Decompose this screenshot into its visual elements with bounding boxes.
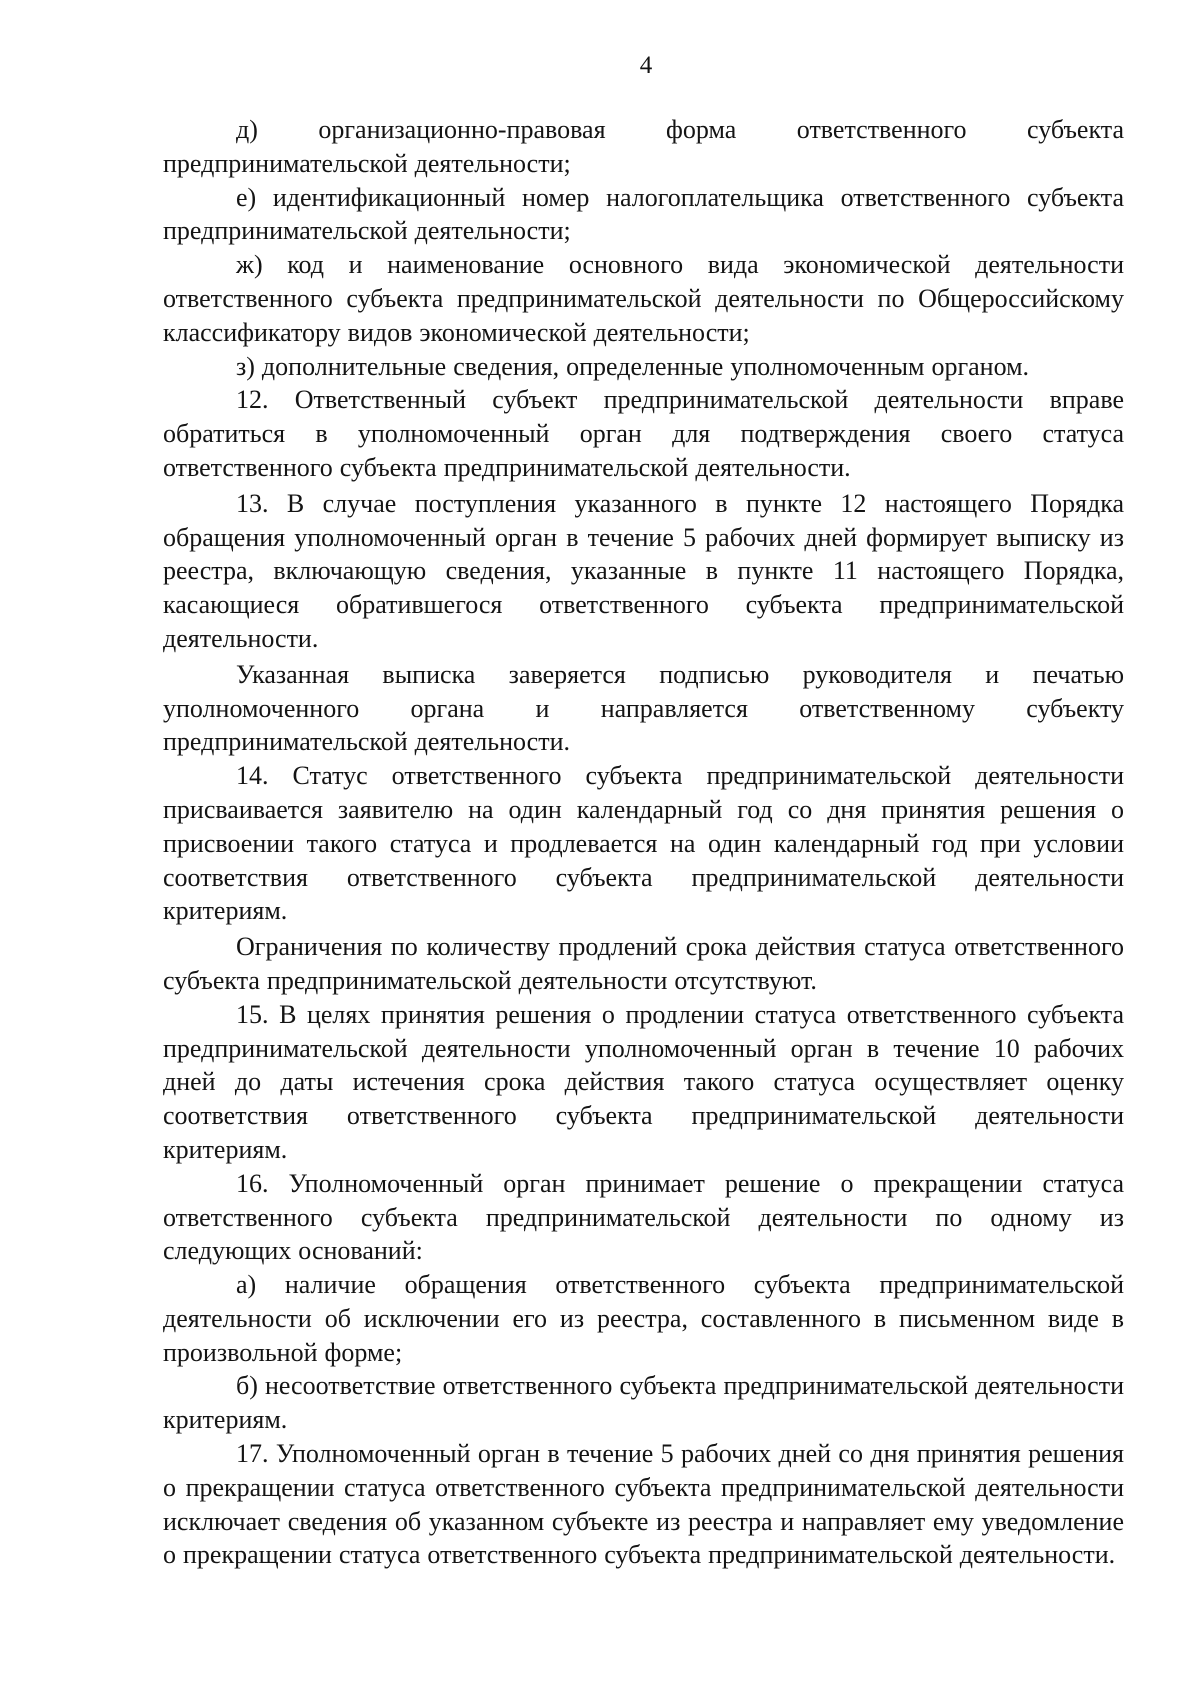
paragraph-15: 15. В целях принятия решения о продлении статуса ответственного субъекта предпринимательской деятельности уполномоченный орган в течение 10 рабочих дней до даты истечения срока действия такого статуса осуществляет оценку соответствия ответственного субъекта предпринимательской деятельности критериям. — [163, 999, 1124, 1164]
paragraph-11zh: ж) код и наименование основного вида экономической деятельности ответственного субъекта предпринимательской деятельности по Общероссийскому классификатору видов экономической деятельности; — [163, 250, 1124, 347]
paragraph-11d: д) организационно-правовая форма ответственного субъекта предпринимательской деятельности; — [163, 115, 1124, 178]
paragraph-12: 12. Ответственный субъект предпринимательской деятельности вправе обратиться в уполномоченный орган для подтверждения своего статуса ответственного субъекта предпринимательской деятельности. — [163, 385, 1124, 482]
paragraph-11e: е) идентификационный номер налогоплательщика ответственного субъекта предпринимательской деятельности; — [163, 182, 1124, 246]
document-body — [163, 113, 1124, 1572]
paragraph-16: 16. Уполномоченный орган принимает решение о прекращении статуса ответственного субъекта предпринимательской деятельности по одному из следующих оснований: — [163, 1168, 1124, 1266]
paragraph-13-extract: Указанная выписка заверяется подписью руководителя и печатью уполномоченного органа и направляется ответственному субъекту предпринимательской деятельности. — [163, 659, 1124, 757]
paragraph-17: 17. Уполномоченный орган в течение 5 рабочих дней со дня принятия решения о прекращении статуса ответственного субъекта предпринимательской деятельности исключает сведения об указанном субъекте из реестра и направляет ему уведомление о прекращении статуса ответственного субъекта предпринимательской деятельности. — [163, 1439, 1124, 1570]
paragraph-11z: з) дополнительные сведения, определенные уполномоченным органом. — [236, 351, 1030, 381]
paragraph-16b: б) несоответствие ответственного субъекта предпринимательской деятельности критериям. — [163, 1371, 1124, 1435]
paragraph-14: 14. Статус ответственного субъекта предпринимательской деятельности присваивается заявителю на один календарный год со дня принятия решения о присвоении такого статуса и продлевается на один календарный год при условии соответствия ответственного субъекта предпринимательской деятельности критериям. — [163, 761, 1124, 926]
page-number: 4 — [639, 52, 653, 79]
paragraph-14-limits: Ограничения по количеству продлений срока действия статуса ответственного субъекта предпринимательской деятельности отсутствуют. — [163, 932, 1124, 995]
paragraph-13: 13. В случае поступления указанного в пункте 12 настоящего Порядка обращения уполномоченный орган в течение 5 рабочих дней формирует выписку из реестра, включающую сведения, указанные в пункте 11 настоящего Порядка, касающиеся обратившегося ответственного субъекта предпринимательской деятельности. — [163, 488, 1124, 653]
paragraph-16a: а) наличие обращения ответственного субъекта предпринимательской деятельности об исключении его из реестра, составленного в письменном виде в произвольной форме; — [163, 1270, 1124, 1367]
